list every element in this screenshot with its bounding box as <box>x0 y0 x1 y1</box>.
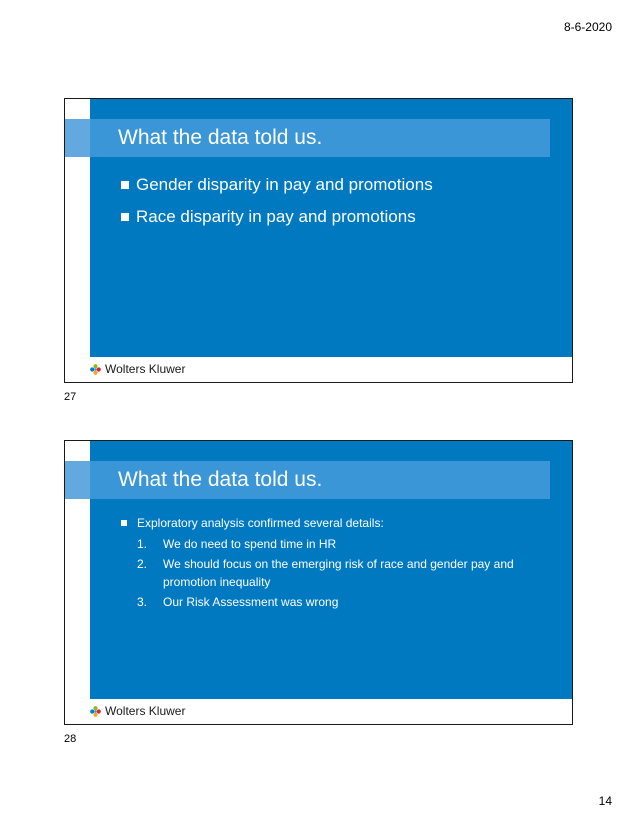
page-number: 14 <box>598 794 612 808</box>
bullet-text: Race disparity in pay and promotions <box>136 207 416 226</box>
slide-number: 27 <box>64 391 77 403</box>
bullet-text: Exploratory analysis confirmed several details: <box>137 516 384 530</box>
slide-title: What the data told us. <box>118 468 323 491</box>
list-item <box>121 513 543 533</box>
list-item <box>121 201 433 233</box>
square-bullet-icon <box>121 520 127 526</box>
title-band-accent <box>65 461 90 499</box>
wolters-kluwer-logo-icon <box>89 705 102 718</box>
document-date: 8-6-2020 <box>563 20 612 34</box>
logo-text: Wolters Kluwer <box>105 704 186 718</box>
item-text: We should focus on the emerging risk of race and gender pay and promotion inequality <box>163 557 514 589</box>
numbered-list-container <box>121 535 543 611</box>
slide-27 <box>64 98 573 383</box>
wolters-kluwer-logo-icon <box>89 363 102 376</box>
numbered-item <box>121 535 543 553</box>
title-band-accent <box>65 119 90 157</box>
logo-text: Wolters Kluwer <box>105 362 186 376</box>
item-number: 2. <box>137 557 148 571</box>
item-text: Our Risk Assessment was wrong <box>163 595 339 609</box>
item-number: 1. <box>137 537 148 551</box>
square-bullet-icon <box>121 213 129 221</box>
item-number: 3. <box>137 595 148 609</box>
numbered-item <box>121 555 543 591</box>
list-item <box>121 169 433 201</box>
wolters-kluwer-logo <box>89 704 185 718</box>
slide-number: 28 <box>64 733 77 745</box>
square-bullet-icon <box>121 181 129 189</box>
wolters-kluwer-logo <box>89 362 185 376</box>
slide-28 <box>64 440 573 725</box>
item-text: We do need to spend time in HR <box>163 537 337 551</box>
bullet-list <box>121 169 433 233</box>
bullet-text: Gender disparity in pay and promotions <box>136 175 433 194</box>
slide-title: What the data told us. <box>118 126 323 149</box>
numbered-item <box>121 593 543 611</box>
numbered-list <box>121 535 543 611</box>
bullet-list <box>121 513 543 611</box>
